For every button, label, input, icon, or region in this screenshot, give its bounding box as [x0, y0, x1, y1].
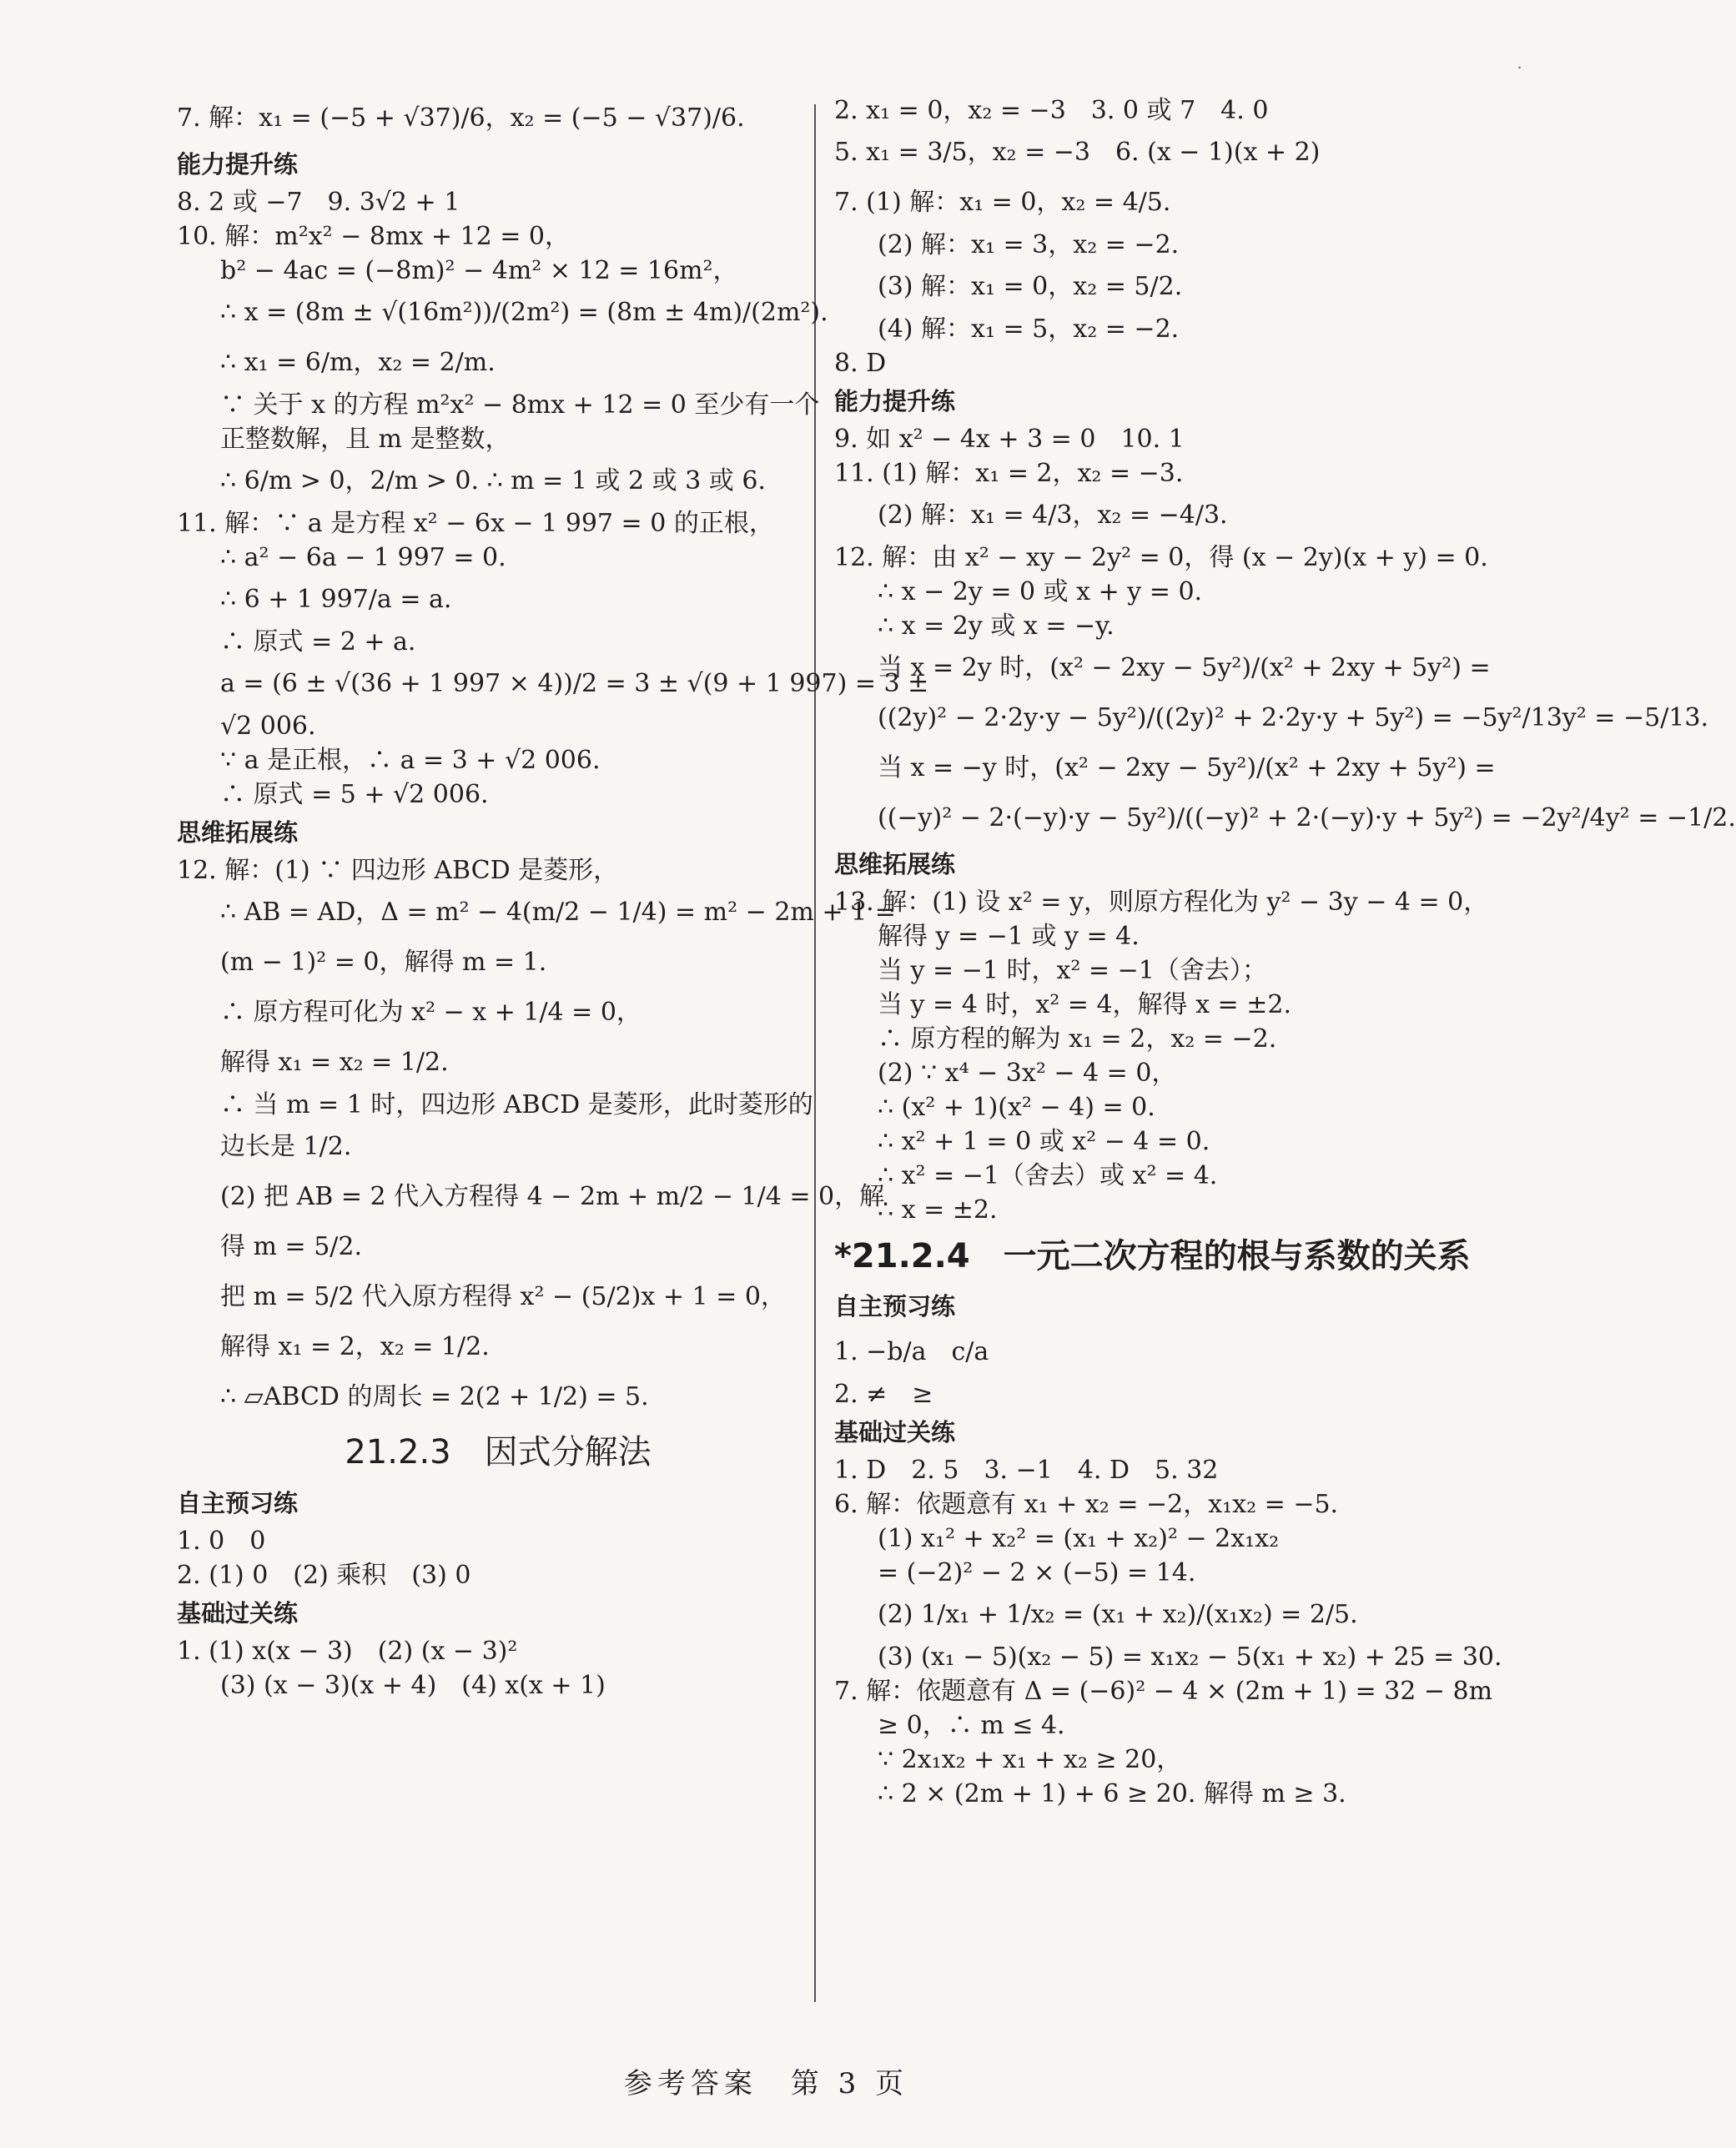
answer-line: (2) 把 AB = 2 代入方程得 4 − 2m + m/2 − 1/4 = 0，解	[220, 1182, 885, 1211]
subsection-title: *21.2.4 一元二次方程的根与系数的关系	[834, 1237, 1471, 1275]
answer-line: ∴ a² − 6a − 1 997 = 0.	[220, 543, 506, 572]
section-heading: 思维拓展练	[834, 850, 956, 878]
subsection-title: 21.2.3 因式分解法	[345, 1433, 652, 1471]
section-heading: 思维拓展练	[177, 818, 299, 847]
page-footer: 参考答案 第 3 页	[623, 2067, 909, 2100]
answer-line: 正整数解，且 m 是整数，	[220, 425, 511, 454]
answer-line: ∴ x = (8m ± √(16m²))/(2m²) = (8m ± 4m)/(2m²).	[220, 298, 828, 327]
answer-line: (3) 解：x₁ = 0，x₂ = 5/2.	[878, 272, 1183, 301]
answer-line: 6. 解：依题意有 x₁ + x₂ = −2，x₁x₂ = −5.	[834, 1490, 1339, 1519]
answer-line: 边长是 1/2.	[220, 1132, 352, 1161]
answer-line: ∴ 6 + 1 997/a = a.	[220, 585, 452, 614]
answer-line: 13. 解：(1) 设 x² = y，则原方程化为 y² − 3y − 4 = 0，	[834, 888, 1489, 917]
section-heading: 自主预习练	[834, 1292, 956, 1320]
answer-line: ∴ x² + 1 = 0 或 x² − 4 = 0.	[878, 1127, 1210, 1156]
section-heading: 能力提升练	[834, 387, 956, 415]
right-column	[834, 93, 1736, 1811]
answer-line: ∴ (x² + 1)(x² − 4) = 0.	[878, 1093, 1155, 1122]
answer-line: a = (6 ± √(36 + 1 997 × 4))/2 = 3 ± √(9 + 1 997) = 3 ±	[220, 669, 929, 698]
answer-line: ((−y)² − 2·(−y)·y − 5y²)/((−y)² + 2·(−y)·y + 5y²) = −2y²/4y² = −1/2.	[878, 803, 1736, 833]
answer-line: 解得 x₁ = 2，x₂ = 1/2.	[220, 1332, 490, 1361]
answer-line: 7. (1) 解：x₁ = 0，x₂ = 4/5.	[834, 188, 1171, 217]
answer-line: = (−2)² − 2 × (−5) = 14.	[878, 1558, 1196, 1587]
answer-line: ≥ 0，∴ m ≤ 4.	[878, 1711, 1065, 1740]
answer-line: ∴ x₁ = 6/m，x₂ = 2/m.	[220, 348, 496, 377]
answer-line: 把 m = 5/2 代入原方程得 x² − (5/2)x + 1 = 0，	[220, 1282, 786, 1311]
answer-line: ∴ x − 2y = 0 或 x + y = 0.	[878, 577, 1203, 606]
answer-line: 1. 0 0	[177, 1527, 266, 1556]
answer-line: (2) ∵ x⁴ − 3x² − 4 = 0，	[878, 1059, 1177, 1088]
answer-line: (2) 解：x₁ = 4/3，x₂ = −4/3.	[878, 501, 1228, 530]
answer-line: ∴ AB = AD，Δ = m² − 4(m/2 − 1/4) = m² − 2m + 1 =	[220, 898, 896, 927]
answer-line: (1) x₁² + x₂² = (x₁ + x₂)² − 2x₁x₂	[878, 1524, 1280, 1553]
answer-line: 2. ≠ ≥	[834, 1380, 933, 1409]
answer-line: ∴ 原式 = 2 + a.	[220, 627, 416, 656]
answer-line: ∵ 关于 x 的方程 m²x² − 8mx + 12 = 0 至少有一个	[220, 390, 820, 420]
answer-line: 当 x = 2y 时，(x² − 2xy − 5y²)/(x² + 2xy + 5y²) =	[878, 653, 1491, 682]
answer-line: 当 y = −1 时，x² = −1（舍去）；	[878, 956, 1267, 985]
answer-line: (2) 解：x₁ = 3，x₂ = −2.	[878, 230, 1180, 259]
answer-line: √2 006.	[220, 712, 316, 741]
answer-line: ∴ 2 × (2m + 1) + 6 ≥ 20. 解得 m ≥ 3.	[878, 1779, 1346, 1808]
answer-line: (3) (x − 3)(x + 4) (4) x(x + 1)	[220, 1671, 606, 1700]
answer-line: 2. (1) 0 (2) 乘积 (3) 0	[177, 1561, 471, 1590]
answer-line: 1. D 2. 5 3. −1 4. D 5. 32	[834, 1456, 1219, 1485]
answer-line: ∴ x² = −1（舍去）或 x² = 4.	[878, 1161, 1218, 1190]
section-heading: 基础过关练	[177, 1599, 299, 1627]
answer-line: ∴ ▱ABCD 的周长 = 2(2 + 1/2) = 5.	[220, 1382, 649, 1411]
answer-line: 11. 解：∵ a 是方程 x² − 6x − 1 997 = 0 的正根，	[177, 509, 774, 538]
answer-line: 当 x = −y 时，(x² − 2xy − 5y²)/(x² + 2xy + 5y²) =	[878, 753, 1496, 782]
section-heading: 基础过关练	[834, 1418, 956, 1446]
answer-line: 1. −b/a c/a	[834, 1337, 989, 1366]
answer-line: 8. D	[834, 349, 887, 378]
answer-line: ∵ 2x₁x₂ + x₁ + x₂ ≥ 20，	[878, 1745, 1182, 1774]
answer-line: 7. 解：依题意有 Δ = (−6)² − 4 × (2m + 1) = 32 − 8m	[834, 1677, 1493, 1706]
answer-line: 8. 2 或 −7 9. 3√2 + 1	[177, 188, 460, 217]
answer-line: ∴ 原方程的解为 x₁ = 2，x₂ = −2.	[878, 1024, 1277, 1054]
answer-line: b² − 4ac = (−8m)² − 4m² × 12 = 16m²，	[220, 256, 738, 285]
answer-line: 11. (1) 解：x₁ = 2，x₂ = −3.	[834, 459, 1184, 488]
answer-line: 12. 解：(1) ∵ 四边形 ABCD 是菱形，	[177, 856, 619, 885]
answer-line: 解得 y = −1 或 y = 4.	[878, 922, 1140, 951]
answer-line: (3) (x₁ − 5)(x₂ − 5) = x₁x₂ − 5(x₁ + x₂) + 25 = 30.	[878, 1642, 1502, 1672]
answer-line: 7. 解：x₁ = (−5 + √37)/6，x₂ = (−5 − √37)/6.	[177, 103, 745, 133]
answer-line: 得 m = 5/2.	[220, 1232, 363, 1261]
corner-mark: ·	[1517, 58, 1522, 79]
answer-line: ∴ x = 2y 或 x = −y.	[878, 611, 1115, 641]
answer-line: 10. 解：m²x² − 8mx + 12 = 0，	[177, 222, 571, 251]
answer-line: 1. (1) x(x − 3) (2) (x − 3)²	[177, 1637, 518, 1666]
answer-line: ∴ 6/m > 0，2/m > 0. ∴ m = 1 或 2 或 3 或 6.	[220, 466, 766, 495]
answer-line: 解得 x₁ = x₂ = 1/2.	[220, 1048, 449, 1077]
answer-line: (2) 1/x₁ + 1/x₂ = (x₁ + x₂)/(x₁x₂) = 2/5.	[878, 1600, 1358, 1629]
answer-line: ∴ 原式 = 5 + √2 006.	[220, 780, 489, 809]
answer-line: 9. 如 x² − 4x + 3 = 0 10. 1	[834, 425, 1185, 454]
answer-line: ((2y)² − 2·2y·y − 5y²)/((2y)² + 2·2y·y + 5y²) = −5y²/13y² = −5/13.	[878, 703, 1709, 732]
answer-line: (4) 解：x₁ = 5，x₂ = −2.	[878, 314, 1180, 344]
answer-line: 12. 解：由 x² − xy − 2y² = 0，得 (x − 2y)(x + y) = 0.	[834, 543, 1488, 572]
section-heading: 能力提升练	[177, 150, 299, 179]
answer-line: ∴ 当 m = 1 时，四边形 ABCD 是菱形，此时菱形的	[220, 1090, 813, 1119]
answer-line: (m − 1)² = 0，解得 m = 1.	[220, 948, 547, 977]
answer-line: ∴ x = ±2.	[878, 1195, 998, 1225]
answer-line: 当 y = 4 时，x² = 4，解得 x = ±2.	[878, 990, 1291, 1019]
answer-line: ∴ 原方程可化为 x² − x + 1/4 = 0，	[220, 998, 642, 1027]
answer-line: 2. x₁ = 0，x₂ = −3 3. 0 或 7 4. 0	[834, 96, 1269, 125]
section-heading: 自主预习练	[177, 1489, 299, 1517]
answer-line: ∵ a 是正根，∴ a = 3 + √2 006.	[220, 746, 601, 775]
answer-line: 5. x₁ = 3/5，x₂ = −3 6. (x − 1)(x + 2)	[834, 138, 1321, 167]
